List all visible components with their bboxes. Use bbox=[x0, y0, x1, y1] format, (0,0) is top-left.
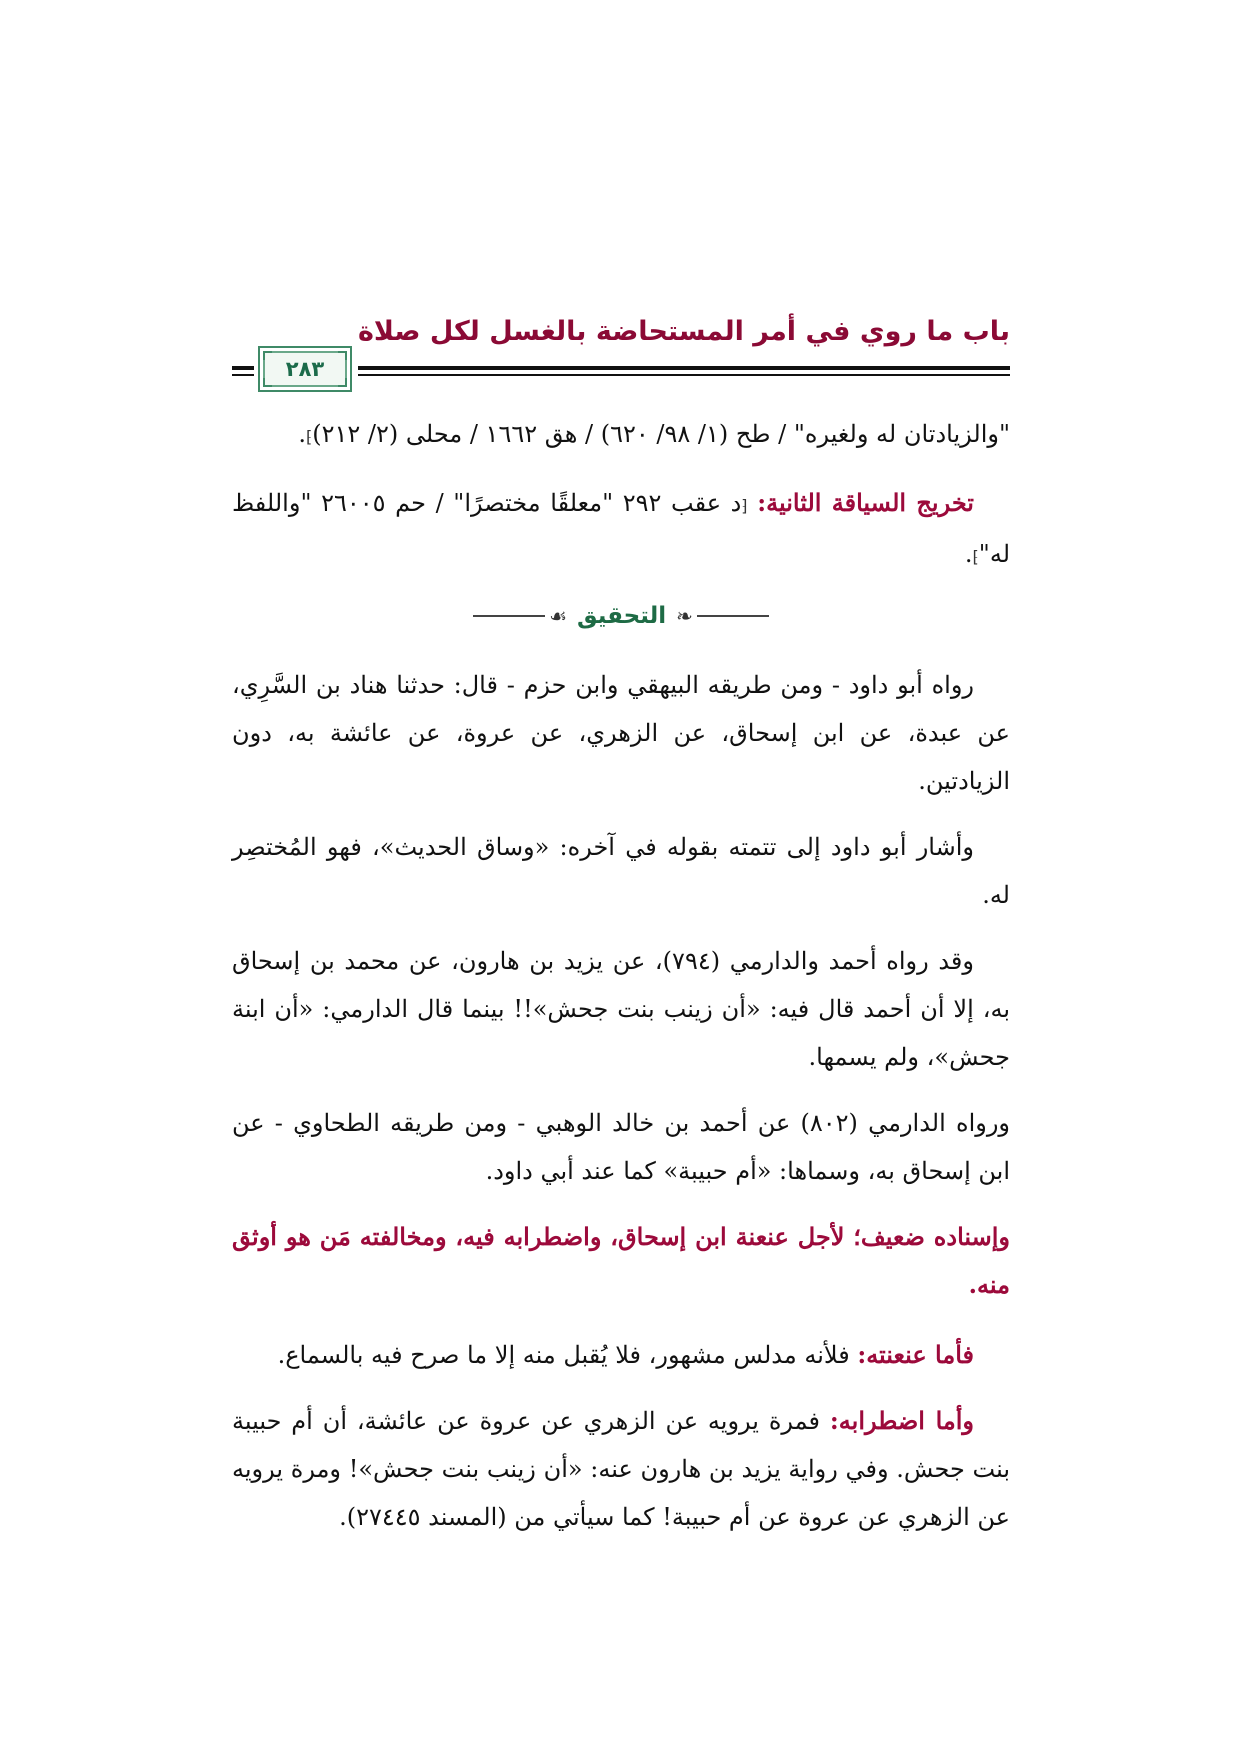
page-header bbox=[232, 316, 1010, 396]
idtirab-label: وأما اضطرابه: bbox=[829, 1406, 974, 1435]
page-number: ٢٨٣ bbox=[285, 357, 325, 381]
source-references bbox=[232, 410, 1010, 461]
idtirab-text: فمرة يرويه عن الزهري عن عروة عن عائشة، أن أم حبيبة بنت جحش. وفي رواية يزيد بن هارون عنه: «أن زينب بنت جحش»! ومرة يرويه عن الزهري عن عروة عن أم حبيبة! كما سيأتي من (المسند ٢٧٤٤٥). bbox=[232, 1407, 1011, 1531]
second-version-takhrij bbox=[232, 479, 1010, 581]
header-rule-thin bbox=[358, 374, 1010, 376]
divider-line bbox=[697, 615, 769, 617]
paragraph-abu-dawud: رواه أبو داود - ومن طريقه البيهقي وابن حزم - قال: حدثنا هناد بن السَّرِي، عن عبدة، عن ابن إسحاق، عن الزهري، عن عروة، عن عائشة به، دون الزيادتين. bbox=[232, 671, 1010, 795]
takhrij-text: د عقب ٢٩٢ "معلقًا مختصرًا" / حم ٢٦٠٠٥ "واللفظ له" bbox=[232, 489, 1010, 568]
header-rule bbox=[358, 366, 1010, 370]
section-divider bbox=[232, 601, 1010, 631]
chapter-title: باب ما روي في أمر المستحاضة بالغسل لكل صلاة bbox=[357, 316, 1010, 347]
paragraph-idtirab bbox=[232, 1397, 1010, 1541]
divider-line bbox=[473, 615, 545, 617]
frame-corner-icon bbox=[263, 351, 272, 360]
anana-label: فأما عنعنته: bbox=[857, 1340, 974, 1369]
page-number-badge bbox=[258, 346, 352, 392]
frame-corner-icon bbox=[338, 378, 347, 387]
frame-corner-icon bbox=[263, 378, 272, 387]
paragraph-darimi-802: ورواه الدارمي (٨٠٢) عن أحمد بن خالد الوهبي - ومن طريقه الطحاوي - عن ابن إسحاق به، وسماها: «أم حبيبة» كما عند أبي داود. bbox=[232, 1109, 1011, 1185]
paragraph-anana bbox=[232, 1331, 1010, 1379]
references-text: "والزيادتان له ولغيره" / طح (١/ ٩٨/ ٦٢٠) / هق ١٦٦٢ / محلى (٢/ ٢١٢) bbox=[312, 420, 1010, 448]
floral-ornament-icon: ☙ bbox=[549, 604, 567, 628]
header-rule-left bbox=[232, 366, 254, 370]
bracket-close-icon: ⁆ bbox=[306, 427, 313, 446]
section-heading: التحقيق bbox=[577, 603, 667, 629]
paragraph-abu-dawud-hint: وأشار أبو داود إلى تتمته بقوله في آخره: «وساق الحديث»، فهو المُختصِر له. bbox=[232, 833, 1010, 909]
frame-corner-icon bbox=[338, 351, 347, 360]
period: . bbox=[298, 420, 306, 448]
bracket-close-icon: ⁆ bbox=[972, 547, 979, 566]
anana-text: فلأنه مدلس مشهور، فلا يُقبل منه إلا ما صرح فيه بالسماع. bbox=[277, 1341, 850, 1369]
verdict-paragraph: وإسناده ضعيف؛ لأجل عنعنة ابن إسحاق، واضطرابه فيه، ومخالفته مَن هو أوثق منه. bbox=[232, 1222, 1010, 1299]
period: . bbox=[964, 540, 973, 568]
header-rule-left-thin bbox=[232, 374, 254, 376]
paragraph-ahmad-darimi: وقد رواه أحمد والدارمي (٧٩٤)، عن يزيد بن هارون، عن محمد بن إسحاق به، إلا أن أحمد قال فيه: «أن زينب بنت جحش»!! بينما قال الدارمي: «أن ابنة جحش»، ولم يسمها. bbox=[232, 947, 1010, 1071]
takhrij-label: تخريج السياقة الثانية: bbox=[757, 488, 974, 517]
bracket-open-icon: ⁅ bbox=[741, 496, 748, 515]
floral-ornament-icon: ❧ bbox=[676, 604, 693, 628]
page-body bbox=[232, 410, 1010, 1559]
